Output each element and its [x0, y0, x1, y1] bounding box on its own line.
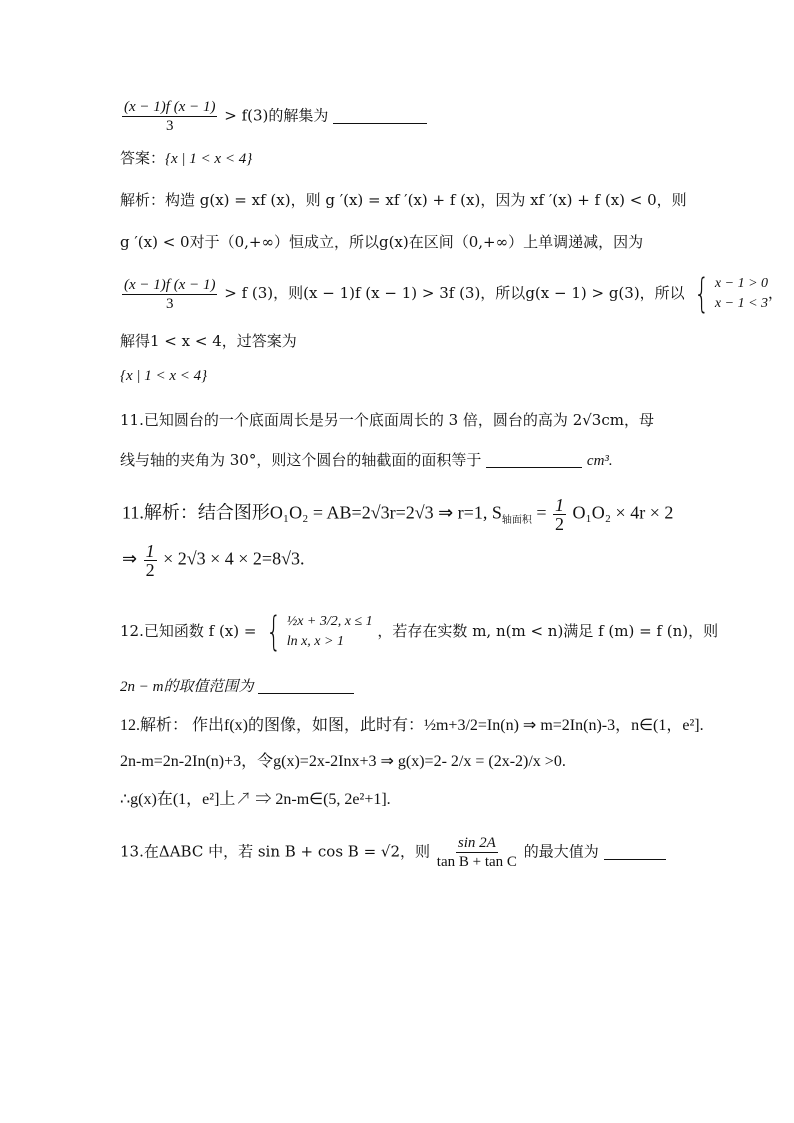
p12-answer-blank	[258, 693, 354, 694]
p11-solution-tail: O₁O₂ × 4r × 2	[572, 502, 674, 523]
p13-question-tail: 的最大值为	[523, 842, 599, 861]
p10-answer-value: {x | 1 < x < 4}	[165, 151, 253, 167]
p11-frac2-den: 2	[145, 560, 155, 580]
p10-analysis-line-1: 解析：构造 g(x) = xf (x)，则 g ′(x) = xf ′(x) + f (x)，因为 xf ′(x) + f (x) < 0，则	[120, 191, 687, 209]
p10-analysis-frac-num: (x − 1)f (x − 1)	[124, 276, 216, 293]
p10-question-tail: > f(3)的解集为	[224, 106, 329, 125]
p11-answer-blank	[486, 467, 582, 468]
p10-fraction	[122, 98, 217, 135]
p10-analysis-line-3-tail: > f (3)，则(x − 1)f (x − 1) > 3f (3)，所以g(x − 1) > g(3)，所以	[224, 284, 685, 302]
p10-answer	[120, 148, 252, 169]
system-row-1: x − 1 > 0	[714, 276, 769, 291]
left-brace-icon: {	[266, 609, 282, 655]
p12-piecewise	[261, 609, 373, 655]
p10-analysis-line-4: 解得1 < x < 4，过答案为	[120, 332, 297, 350]
p12-question-line-2-text: 2n − m的取值范围为	[120, 679, 254, 695]
p11-solution-line-1	[122, 496, 673, 533]
p10-analysis-frac-den: 3	[165, 295, 174, 312]
p11-unit: cm³.	[586, 453, 613, 469]
p12-solution-line-2: 2n-m=2n-2In(n)+3，令g(x)=2x-2Inx+3 ⇒ g(x)=2- 2/x = (2x-2)/x >0.	[120, 753, 566, 770]
p12-question-head: 12.已知函数 f (x) =	[120, 622, 257, 640]
p11-solution-equals: =	[531, 502, 551, 523]
p12-solution-line-1: 12.解析： 作出f(x)的图像，如图，此时有：½m+3/2=In(n) ⇒ m=2In(n)-3，n∈(1，e²].	[120, 717, 704, 734]
p11-question-head: 线与轴的夹角为 30°，则这个圆台的轴截面的面积等于	[120, 451, 482, 469]
p11-solution2-tail: × 2√3 × 4 × 2=8√3.	[163, 548, 305, 569]
p12-question-line-1	[120, 609, 719, 655]
p11-frac1-num: 1	[555, 495, 564, 515]
p11-question-line-1: 11.已知圆台的一个底面周长是另一个底面周长的 3 倍，圆台的高为 2√3cm，母	[120, 411, 654, 429]
p10-analysis-line-5: {x | 1 < x < 4}	[120, 368, 208, 384]
p11-frac2-num: 1	[145, 541, 155, 561]
p10-analysis-line-2: g ′(x) < 0对于（0,+∞）恒成立，所以g(x)在区间（0,+∞）上单调递减，因为	[120, 233, 644, 251]
p13-frac-num: sin 2A	[457, 835, 496, 851]
p13-fraction	[437, 834, 517, 871]
p10-comma: ，	[768, 284, 784, 302]
p11-solution-line-2	[122, 542, 304, 579]
p13-question-head: 13.在ΔABC 中，若 sin B + cos B = √2，则	[120, 842, 431, 861]
p13-answer-blank	[604, 859, 666, 860]
system-row-2: x − 1 < 3	[714, 296, 769, 311]
piece-1: ½x + 3/2, x ≤ 1	[286, 614, 373, 629]
p11-solution-fraction-1	[553, 496, 566, 533]
p10-frac-num: (x − 1)f (x − 1)	[124, 99, 216, 115]
left-brace-icon: {	[694, 271, 710, 317]
p12-question-line-2	[120, 676, 354, 697]
p11-solution-fraction-2	[144, 542, 157, 579]
p11-solution-head: 11.解析：结合图形O₁O₂ = AB=2√3r=2√3 ⇒ r=1, S	[122, 502, 502, 523]
p11-question-line-2	[120, 450, 613, 471]
p12-question-tail: ，若存在实数 m, n(m < n)满足 f (m) = f (n)，则	[377, 622, 719, 640]
p10-inequality-system	[689, 271, 769, 317]
p13-question-line	[120, 834, 666, 871]
p10-answer-label: 答案：	[120, 149, 166, 167]
piece-2: ln x, x > 1	[286, 634, 344, 649]
p13-frac-den: tan B + tan C	[436, 854, 517, 870]
p10-frac-den: 3	[165, 118, 174, 134]
p10-answer-blank	[333, 123, 427, 124]
p11-frac1-den: 2	[555, 514, 564, 534]
p11-solution-subscript: 轴面积	[501, 515, 532, 527]
p11-solution2-head: ⇒	[122, 548, 138, 569]
p10-analysis-fraction	[122, 276, 217, 313]
p10-question-line	[120, 98, 427, 135]
p10-analysis-line-3	[120, 271, 784, 317]
p12-solution-line-3: ∴g(x)在(1，e²]上↗ ⇒ 2n-m∈(5, 2e²+1].	[120, 791, 391, 808]
